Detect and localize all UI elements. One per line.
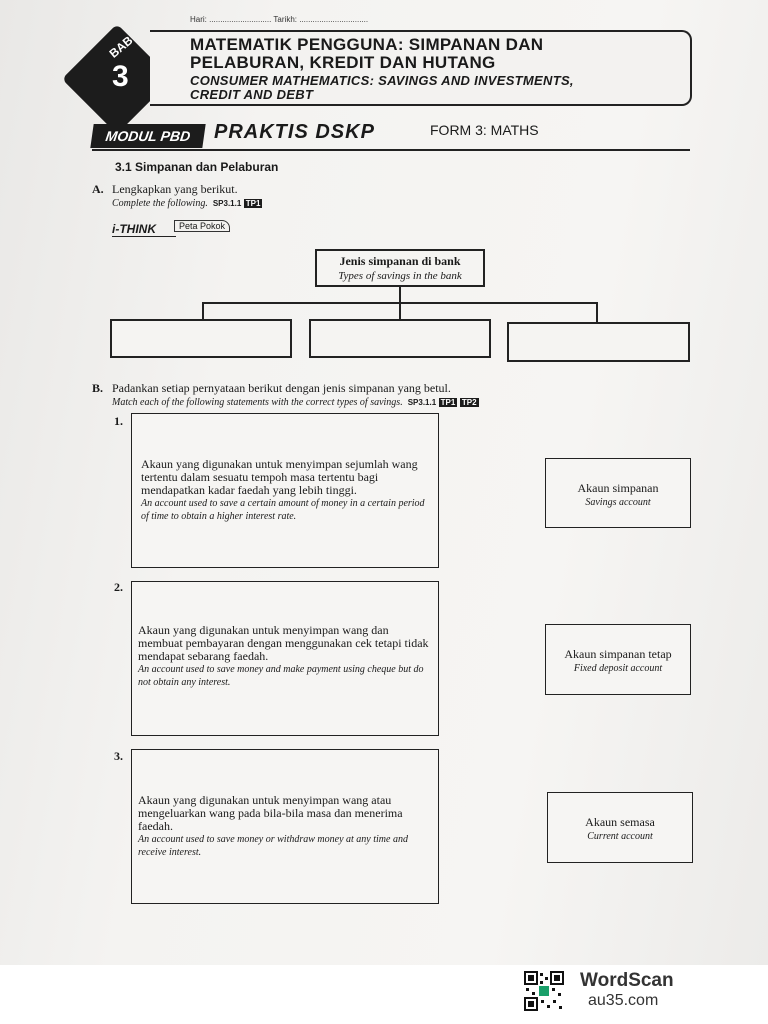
part-a-label: A.: [92, 182, 104, 196]
qr-code-icon: [524, 971, 564, 1011]
part-b-tp1-badge: TP1: [440, 398, 456, 407]
part-b-instruction-text: Match each of the following statements with the correct types of savings.: [112, 397, 403, 408]
part-a-code: SP3.1.1: [212, 199, 242, 208]
statement-box: [131, 413, 439, 568]
part-b-code: SP3.1.1: [407, 398, 437, 407]
tree-connector-left: [202, 302, 204, 320]
option-malay: Akaun simpanan: [577, 481, 659, 495]
statement-box: [131, 581, 439, 736]
chapter-badge-label: BAB: [106, 33, 136, 61]
statement-english: An account used to save a certain amount of money in a certain period of time to obtain a higher interest rate.: [141, 498, 425, 522]
modul-pbd-badge: MODUL PBD: [90, 124, 205, 148]
part-a-instruction-malay: Lengkapkan yang berikut.: [112, 182, 238, 196]
tree-map-root: [315, 249, 485, 287]
tree-connector-right: [596, 302, 598, 322]
statement-box: [131, 749, 439, 904]
wordscan-url: au35.com: [588, 992, 659, 1009]
part-b-tp2-badge: TP2: [461, 398, 477, 407]
statement-english: An account used to save money or withdraw money at any time and receive interest.: [138, 834, 408, 858]
statement-malay: Akaun yang digunakan untuk menyimpan sejumlah wang tertentu dalam sesuatu tempoh masa tertentu bagi mendapatkan kadar faedah yang lebih tinggi.: [141, 457, 418, 497]
tree-answer-box-3[interactable]: [507, 322, 690, 362]
tree-connector-stem: [399, 287, 401, 303]
statement-malay: Akaun yang digunakan untuk menyimpan wang atau mengeluarkan wang pada bila-bila masa dan menerima faedah.: [138, 793, 403, 833]
option-english: Savings account: [585, 497, 651, 508]
tree-connector-middle: [399, 302, 401, 320]
tree-answer-box-2[interactable]: [309, 319, 491, 358]
ithink-underline: [112, 236, 176, 237]
option-english: Fixed deposit account: [573, 663, 663, 674]
option-box[interactable]: [545, 624, 691, 695]
part-b-instruction-english: [112, 397, 479, 408]
part-a-tp-badge: TP1: [245, 199, 261, 208]
tree-answer-box-1[interactable]: [110, 319, 292, 358]
statement-malay: Akaun yang digunakan untuk menyimpan wang dan membuat pembayaran dengan menggunakan cek tetapi tidak mendapat sebarang faedah.: [138, 623, 429, 663]
header-divider: [92, 149, 690, 151]
praktis-dskp-heading: PRAKTIS DSKP: [214, 121, 375, 143]
statement-number: 1.: [114, 414, 123, 428]
option-box[interactable]: [547, 792, 693, 863]
option-english: Current account: [587, 831, 653, 842]
chapter-title-malay: MATEMATIK PENGGUNA: SIMPANAN DAN PELABURAN, KREDIT DAN HUTANG: [190, 35, 544, 72]
part-a-instruction-text: Complete the following.: [112, 198, 208, 209]
part-b-instruction-malay: Padankan setiap pernyataan berikut dengan jenis simpanan yang betul.: [112, 381, 451, 395]
wordscan-brand: WordScan: [580, 970, 674, 991]
date-line: Hari: ............................ Tarikh: ...............................: [190, 15, 369, 24]
statement-number: 3.: [114, 749, 123, 763]
option-malay: Akaun semasa: [585, 815, 655, 829]
tree-map-root-malay: Jenis simpanan di bank: [339, 254, 461, 268]
statement-number: 2.: [114, 580, 123, 594]
option-box[interactable]: [545, 458, 691, 528]
chapter-number: 3: [112, 60, 129, 93]
section-title: 3.1 Simpanan dan Pelaburan: [115, 160, 279, 174]
option-malay: Akaun simpanan tetap: [564, 647, 672, 661]
tree-map-root-english: Types of savings in the bank: [338, 270, 462, 282]
form-label: FORM 3: MATHS: [430, 122, 539, 138]
part-a-instruction-english: [112, 198, 262, 209]
chapter-title-english: CONSUMER MATHEMATICS: SAVINGS AND INVESTMENTS, CREDIT AND DEBT: [190, 73, 574, 102]
peta-pokok-tag: Peta Pokok: [174, 220, 230, 232]
statement-english: An account used to save money and make payment using cheque but do not obtain any interest.: [138, 664, 424, 688]
part-b-label: B.: [92, 381, 104, 395]
ithink-logo: i-THINK: [112, 222, 156, 236]
